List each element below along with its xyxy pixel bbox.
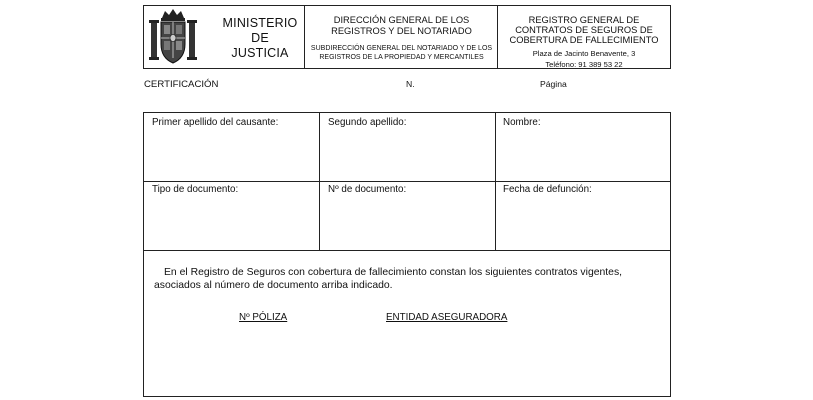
tipo-documento-field[interactable]: Tipo de documento: <box>152 184 239 195</box>
nombre-field[interactable]: Nombre: <box>503 117 541 128</box>
primer-apellido-field[interactable]: Primer apellido del causante: <box>152 117 279 128</box>
registro-line-1: REGISTRO GENERAL DE <box>528 15 640 25</box>
registro-title <box>498 15 670 45</box>
ministry-line-2: DE <box>251 31 269 45</box>
entidad-column-header: ENTIDAD ASEGURADORA <box>386 312 508 323</box>
pagina-label: Página <box>540 79 567 89</box>
certificacion-label: CERTIFICACIÓN <box>144 79 219 90</box>
registro-phone: Teléfono: 91 389 53 22 <box>545 60 623 69</box>
registro-contact <box>498 48 670 70</box>
direccion-line-2: REGISTROS Y DEL NOTARIADO <box>331 26 472 36</box>
direccion-title <box>305 15 498 37</box>
direccion-general-cell <box>304 6 498 68</box>
grid-divider <box>495 113 496 250</box>
coat-of-arms-icon <box>148 8 198 66</box>
grid-divider <box>144 181 670 182</box>
ministry-line-1: MINISTERIO <box>222 16 298 30</box>
registro-general-cell <box>497 6 670 68</box>
ministry-name <box>210 16 310 61</box>
statement-line-1: En el Registro de Seguros con cobertura de fallecimiento constan los siguientes contratos vigentes, <box>164 267 623 278</box>
grid-divider <box>144 250 670 251</box>
direccion-line-1: DIRECCIÓN GENERAL DE LOS <box>333 15 470 25</box>
subdireccion-line-1: SUBDIRECCIÓN GENERAL DEL NOTARIADO Y DE LOS <box>310 45 493 52</box>
poliza-column-header: Nº PÓLIZA <box>239 312 288 323</box>
segundo-apellido-field[interactable]: Segundo apellido: <box>328 117 407 128</box>
ministry-line-3: JUSTICIA <box>231 46 289 60</box>
registro-address: Plaza de Jacinto Benavente, 3 <box>532 49 636 58</box>
numero-label: N. <box>406 79 415 89</box>
fecha-defuncion-field[interactable]: Fecha de defunción: <box>503 184 592 195</box>
registro-line-3: COBERTURA DE FALLECIMIENTO <box>509 35 659 45</box>
registro-line-2: CONTRATOS DE SEGUROS DE <box>515 25 653 35</box>
statement-line-2: asociados al número de documento arriba indicado. <box>154 280 393 291</box>
num-documento-field[interactable]: Nº de documento: <box>328 184 407 195</box>
document-header <box>143 5 671 69</box>
subdireccion-text <box>305 45 498 62</box>
statement-text <box>154 266 664 292</box>
grid-divider <box>319 113 320 250</box>
causante-form <box>143 112 671 397</box>
subdireccion-line-2: REGISTROS DE LA PROPIEDAD Y MERCANTILES <box>319 53 484 61</box>
